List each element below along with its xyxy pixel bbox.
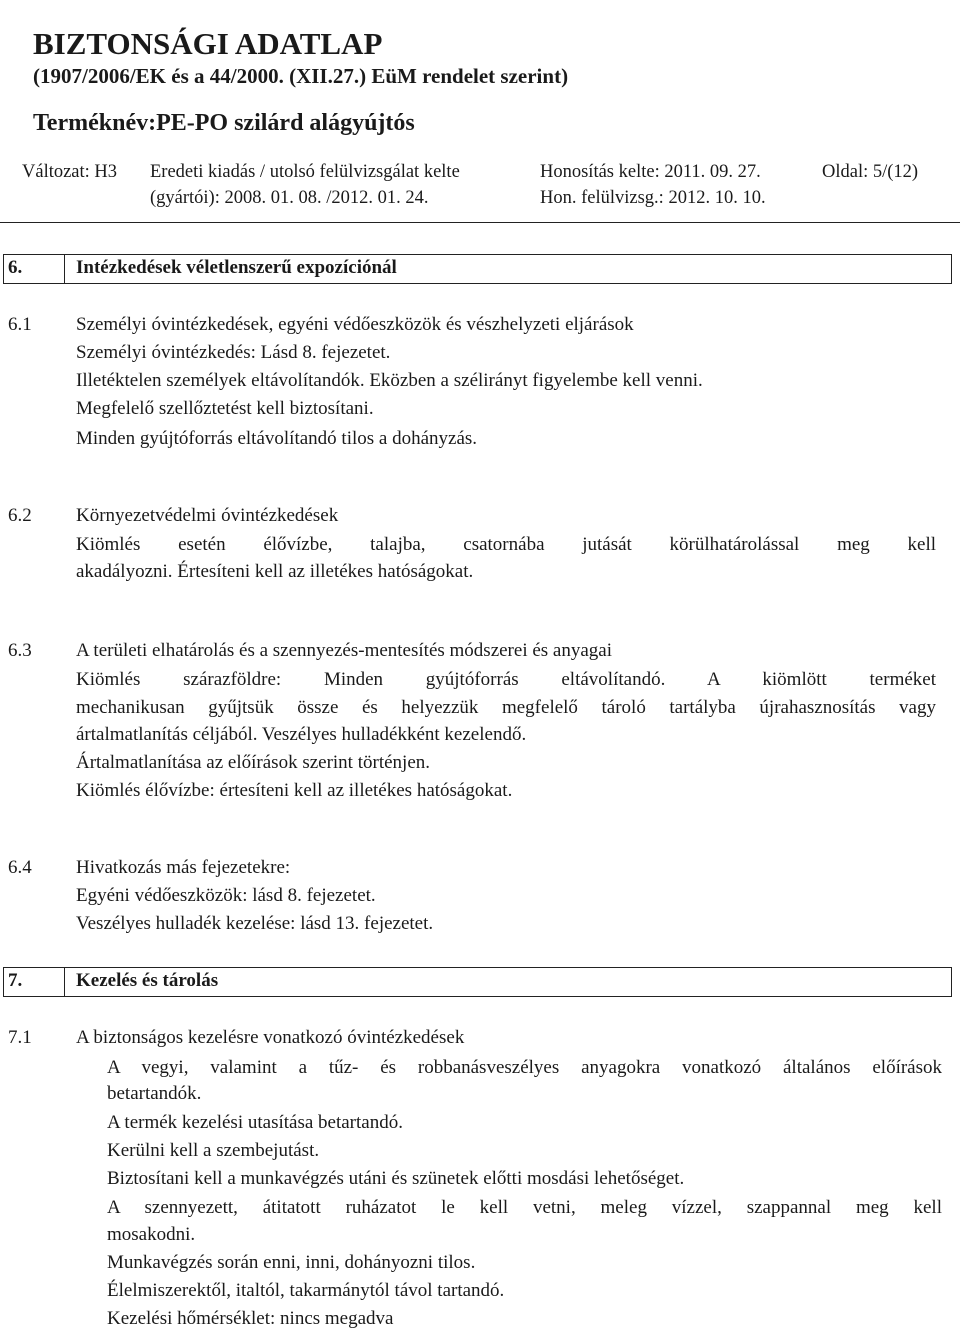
text-line: Munkavégzés során enni, inni, dohányozni tilos. (107, 1252, 476, 1273)
product-label: Terméknév: (33, 110, 157, 136)
review-date: Hon. felülvizsg.: 2012. 10. 10. (540, 188, 766, 208)
text-line: mechanikusan gyűjtsük össze és helyezzük megfelelő tároló tartályba újrahasznosítás vagy (76, 697, 936, 718)
subsection-7-1-number: 7.1 (8, 1027, 32, 1048)
text-line: Minden gyújtóforrás eltávolítandó tilos a dohányzás. (76, 428, 478, 449)
text-line: Ártalmatlanítása az előírások szerint történjen. (76, 752, 430, 773)
text-line: Biztosítani kell a munkavégzés utáni és szünetek előtti mosdási lehetőséget. (107, 1168, 685, 1189)
section-7-divider (64, 967, 65, 997)
justified-line (76, 666, 936, 694)
text-line: akadályozni. Értesíteni kell az illetékes hatóságokat. (76, 561, 474, 582)
subsection-6-4-number: 6.4 (8, 857, 32, 878)
section-6-title: Intézkedések véletlenszerű expozíciónál (76, 257, 397, 278)
product-name: PE-PO szilárd alágyújtós (156, 110, 415, 136)
subsection-6-1-heading: Személyi óvintézkedések, egyéni védőeszközök és vészhelyzeti eljárások (76, 314, 634, 335)
issue-label: Eredeti kiadás / utolsó felülvizsgálat kelte (150, 162, 460, 182)
text-line: Kiömlés szárazföldre: Minden gyújtóforrás eltávolítandó. A kiömlött terméket (76, 669, 936, 690)
text-line: A termék kezelési utasítása betartandó. (107, 1112, 403, 1133)
text-line: betartandók. (107, 1083, 202, 1104)
justified-line (76, 531, 936, 559)
text-line: Kerülni kell a szembejutást. (107, 1140, 320, 1161)
validation-date: Honosítás kelte: 2011. 09. 27. (540, 162, 761, 182)
justified-line (107, 1054, 942, 1082)
text-line: Kiömlés esetén élővízbe, talajba, csatornába jutását körülhatárolással meg kell (76, 534, 936, 555)
text-line: Megfelelő szellőztetést kell biztosítani. (76, 398, 374, 419)
subsection-6-3-number: 6.3 (8, 640, 32, 661)
section-6-divider (64, 254, 65, 284)
header-divider (0, 222, 960, 223)
section-6-number: 6. (8, 257, 23, 278)
subsection-6-1-number: 6.1 (8, 314, 32, 335)
text-line: Kezelési hőmérséklet: nincs megadva (107, 1308, 394, 1329)
text-line: Egyéni védőeszközök: lásd 8. fejezetet. (76, 885, 376, 906)
text-line: A szennyezett, átitatott ruházatot le kell vetni, meleg vízzel, szappannal meg kell (107, 1197, 942, 1218)
text-line: mosakodni. (107, 1224, 196, 1245)
issue-dates: (gyártói): 2008. 01. 08. /2012. 01. 24. (150, 188, 429, 208)
document-title: BIZTONSÁGI ADATLAP (33, 26, 383, 61)
product-name-line (33, 110, 415, 137)
text-line: A vegyi, valamint a tűz- és robbanásveszélyes anyagokra vonatkozó általános előírások (107, 1057, 942, 1078)
justified-line (76, 694, 936, 722)
page-number: Oldal: 5/(12) (822, 162, 919, 182)
subsection-6-4-heading: Hivatkozás más fejezetekre: (76, 857, 291, 878)
text-line: ártalmatlanítás céljából. Veszélyes hulladékként kezelendő. (76, 724, 527, 745)
subsection-6-2-heading: Környezetvédelmi óvintézkedések (76, 505, 339, 526)
text-line: Illetéktelen személyek eltávolítandók. Eközben a szélirányt figyelembe kell venni. (76, 370, 703, 391)
text-line: Élelmiszerektől, italtól, takarmánytól távol tartandó. (107, 1280, 505, 1301)
subsection-6-2-number: 6.2 (8, 505, 32, 526)
regulation-reference: (1907/2006/EK és a 44/2000. (XII.27.) EüM rendelet szerint) (33, 64, 569, 88)
section-7-number: 7. (8, 970, 23, 991)
version: Változat: H3 (22, 162, 118, 182)
subsection-7-1-heading: A biztonságos kezelésre vonatkozó óvintézkedések (76, 1027, 465, 1048)
text-line: Kiömlés élővízbe: értesíteni kell az illetékes hatóságokat. (76, 780, 513, 801)
justified-line (107, 1194, 942, 1222)
text-line: Személyi óvintézkedés: Lásd 8. fejezetet. (76, 342, 391, 363)
section-7-title: Kezelés és tárolás (76, 970, 219, 991)
subsection-6-3-heading: A területi elhatárolás és a szennyezés-mentesítés módszerei és anyagai (76, 640, 612, 661)
text-line: Veszélyes hulladék kezelése: lásd 13. fejezetet. (76, 913, 434, 934)
